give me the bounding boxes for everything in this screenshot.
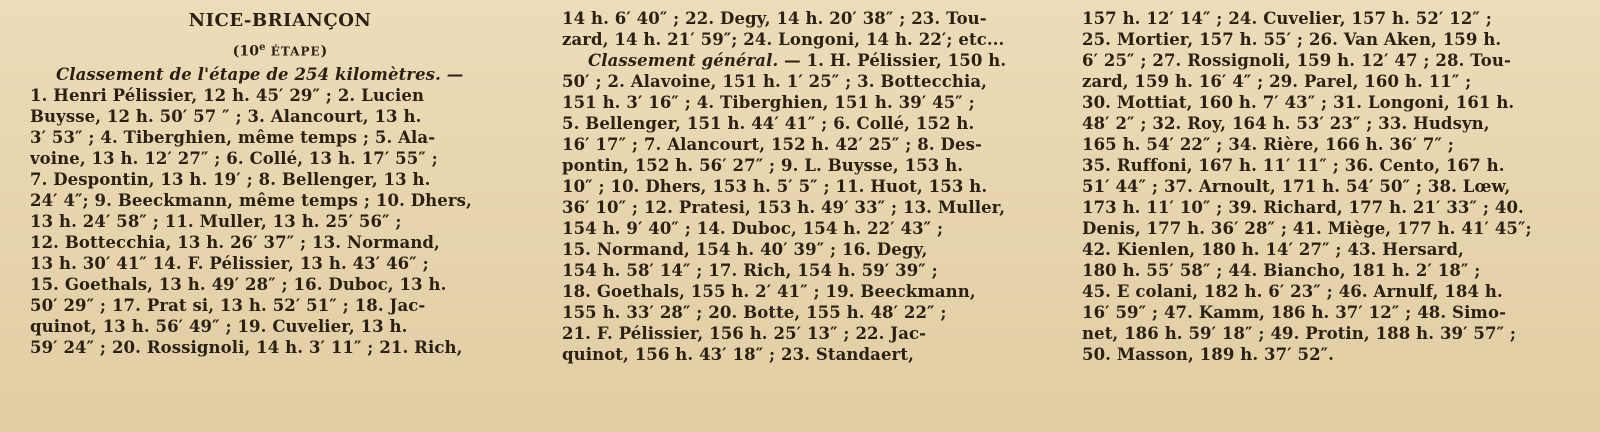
general-results-continued — [1082, 8, 1572, 365]
text-line: 155 h. 33′ 28″ ; 20. Botte, 155 h. 48′ 22″ ; — [562, 303, 947, 322]
stage-word: ÉTAPE — [265, 44, 321, 59]
text-line: quinot, 156 h. 43′ 18″ ; 23. Standaert, — [562, 345, 914, 364]
text-line: zard, 159 h. 16′ 4″ ; 29. Parel, 160 h. 11″ ; — [1082, 72, 1472, 91]
column-1 — [30, 8, 530, 358]
stage-open: (10 — [232, 43, 260, 60]
text-line: 25. Mortier, 157 h. 55′ ; 26. Van Aken, 159 h. — [1082, 30, 1502, 49]
text-line: 173 h. 11′ 10″ ; 39. Richard, 177 h. 21′ 33″ ; 40. — [1082, 198, 1524, 217]
text-line: 157 h. 12′ 14″ ; 24. Cuvelier, 157 h. 52′ 12″ ; — [1082, 9, 1492, 28]
text-line: pontin, 152 h. 56′ 27″ ; 9. L. Buysse, 153 h. — [562, 156, 964, 175]
text-line: 3′ 53″ ; 4. Tiberghien, même temps ; 5. Ala- — [30, 128, 436, 147]
text-line: 165 h. 54′ 22″ ; 34. Rière, 166 h. 36′ 7″ ; — [1082, 135, 1454, 154]
stage-close: ) — [320, 43, 328, 60]
text-line: 45. E colani, 182 h. 6′ 23″ ; 46. Arnulf, 184 h. — [1082, 282, 1503, 301]
column-2 — [562, 8, 1052, 365]
text-line: quinot, 13 h. 56′ 49″ ; 19. Cuvelier, 13 h. — [30, 317, 408, 336]
text-line: zard, 14 h. 21′ 59″; 24. Longoni, 14 h. 22′; etc... — [562, 30, 1005, 49]
text-line: 35. Ruffoni, 167 h. 11′ 11″ ; 36. Cento, 167 h. — [1082, 156, 1505, 175]
stage-results — [30, 64, 530, 358]
text-line: Classement de l'étape de 254 kilomètres. — — [56, 65, 464, 84]
text-line: 14 h. 6′ 40″ ; 22. Degy, 14 h. 20′ 38″ ; 23. Tou- — [562, 9, 987, 28]
text-line: Denis, 177 h. 36′ 28″ ; 41. Miège, 177 h. 41′ 45″; — [1082, 219, 1532, 238]
text-line: Buysse, 12 h. 50′ 57 ″ ; 3. Alancourt, 13 h. — [30, 107, 422, 126]
text-line: 59′ 24″ ; 20. Rossignoli, 14 h. 3′ 11″ ; 21. Rich, — [30, 338, 463, 357]
text-line: 50′ 29″ ; 17. Prat si, 13 h. 52′ 51″ ; 18. Jac- — [30, 296, 426, 315]
text-line: 50′ ; 2. Alavoine, 151 h. 1′ 25″ ; 3. Bottecchia, — [562, 72, 987, 91]
text-line: 1. Henri Pélissier, 12 h. 45′ 29″ ; 2. Lucien — [30, 86, 425, 105]
text-line: 154 h. 58′ 14″ ; 17. Rich, 154 h. 59′ 39″ ; — [562, 261, 938, 280]
text-line: net, 186 h. 59′ 18″ ; 49. Protin, 188 h. 39′ 57″ ; — [1082, 324, 1517, 343]
text-line: Classement général. — 1. H. Pélissier, 150 h. — [588, 51, 1007, 70]
general-results — [562, 8, 1052, 365]
text-line: 30. Mottiat, 160 h. 7′ 43″ ; 31. Longoni, 161 h. — [1082, 93, 1515, 112]
text-line: 16′ 59″ ; 47. Kamm, 186 h. 37′ 12″ ; 48. Simo- — [1082, 303, 1507, 322]
text-line: voine, 13 h. 12′ 27″ ; 6. Collé, 13 h. 17′ 55″ ; — [30, 149, 438, 168]
text-line: 13 h. 24′ 58″ ; 11. Muller, 13 h. 25′ 56″ ; — [30, 212, 402, 231]
text-line: 18. Goethals, 155 h. 2′ 41″ ; 19. Beeckmann, — [562, 282, 976, 301]
text-line: 51′ 44″ ; 37. Arnoult, 171 h. 54′ 50″ ; 38. Lœw, — [1082, 177, 1511, 196]
text-line: 16′ 17″ ; 7. Alancourt, 152 h. 42′ 25″ ; 8. Des- — [562, 135, 982, 154]
text-line: 36′ 10″ ; 12. Pratesi, 153 h. 49′ 33″ ; 13. Muller, — [562, 198, 1006, 217]
text-line: 12. Bottecchia, 13 h. 26′ 37″ ; 13. Normand, — [30, 233, 440, 252]
text-line: 7. Despontin, 13 h. 19′ ; 8. Bellenger, 13 h. — [30, 170, 431, 189]
text-line: 13 h. 30′ 41″ 14. F. Pélissier, 13 h. 43′ 46″ ; — [30, 254, 429, 273]
text-line: 50. Masson, 189 h. 37′ 52″. — [1082, 345, 1334, 364]
text-line: 154 h. 9′ 40″ ; 14. Duboc, 154 h. 22′ 43″ ; — [562, 219, 944, 238]
text-line: 42. Kienlen, 180 h. 14′ 27″ ; 43. Hersard, — [1082, 240, 1464, 259]
text-line: 180 h. 55′ 58″ ; 44. Biancho, 181 h. 2′ 18″ ; — [1082, 261, 1481, 280]
text-line: 10″ ; 10. Dhers, 153 h. 5′ 5″ ; 11. Huot, 153 h. — [562, 177, 988, 196]
text-line: 24′ 4″; 9. Beeckmann, même temps ; 10. Dhers, — [30, 191, 472, 210]
column-3 — [1082, 8, 1572, 365]
stage-subtitle — [30, 36, 530, 64]
text-line: 15. Normand, 154 h. 40′ 39″ ; 16. Degy, — [562, 240, 928, 259]
text-line: 5. Bellenger, 151 h. 44′ 41″ ; 6. Collé, 152 h. — [562, 114, 975, 133]
article-title: NICE-BRIANÇON — [188, 10, 372, 31]
text-line: 6′ 25″ ; 27. Rossignoli, 159 h. 12′ 47 ; 28. Tou- — [1082, 51, 1511, 70]
text-line: 48′ 2″ ; 32. Roy, 164 h. 53′ 23″ ; 33. Hudsyn, — [1082, 114, 1490, 133]
text-line: 15. Goethals, 13 h. 49′ 28″ ; 16. Duboc, 13 h. — [30, 275, 447, 294]
text-line: 21. F. Pélissier, 156 h. 25′ 13″ ; 22. Jac- — [562, 324, 927, 343]
text-line: 151 h. 3′ 16″ ; 4. Tiberghien, 151 h. 39′ 45″ ; — [562, 93, 975, 112]
stage-sup: e — [259, 42, 266, 53]
